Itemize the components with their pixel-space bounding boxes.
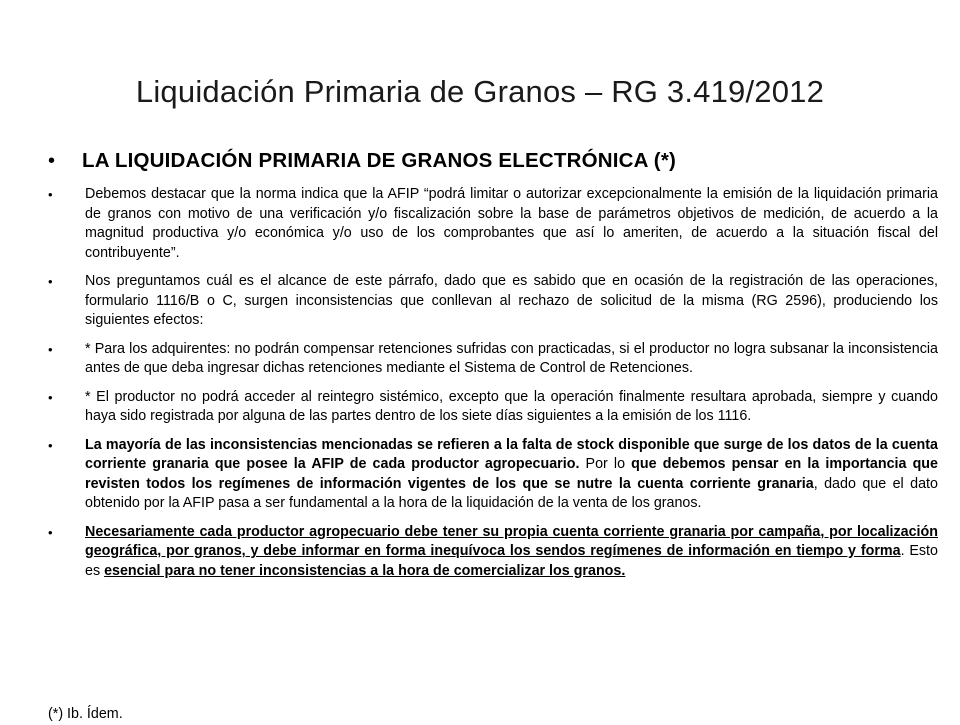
bullet-icon: • bbox=[48, 187, 53, 202]
paragraph-text bbox=[85, 436, 938, 514]
bullet-list bbox=[48, 185, 938, 590]
list-item bbox=[48, 523, 938, 582]
list-item bbox=[48, 272, 938, 331]
normal-text: . Esto es bbox=[85, 543, 938, 579]
list-item bbox=[48, 388, 938, 427]
paragraph-text: * Para los adquirentes: no podrán compensar retenciones sufridas con practicadas, si el productor no logra subsanar la inconsistencia antes de que deba ingresar dichas retenciones mediante el Sistema de Control de Retenciones. bbox=[85, 340, 938, 376]
bullet-icon: • bbox=[48, 150, 56, 172]
list-item bbox=[48, 436, 938, 514]
list-item bbox=[48, 185, 938, 263]
section-heading: LA LIQUIDACIÓN PRIMARIA DE GRANOS ELECTRÓNICA (*) bbox=[82, 149, 677, 172]
bullet-icon: • bbox=[48, 524, 53, 540]
bold-text: que debemos pensar en la importancia que revisten todos los regímenes de información vigentes de los que se nutre la cuenta corriente granaria bbox=[85, 456, 938, 492]
bullet-icon: • bbox=[48, 389, 53, 405]
bullet-icon: • bbox=[48, 341, 53, 357]
paragraph-text: * El productor no podrá acceder al reintegro sistémico, excepto que la operación finalmente resultara aprobada, siempre y cuando haya sido registrada por alguna de las partes dentro de los siete días siguientes a la emisión de los 1116. bbox=[85, 388, 938, 424]
bold-text: La mayoría de las inconsistencias mencionadas se refieren a la falta de stock disponible que surge de los datos de la cuenta corriente granaria que posee la AFIP de cada productor agropecuario. bbox=[85, 436, 938, 472]
paragraph-text: Nos preguntamos cuál es el alcance de este párrafo, dado que es sabido que en ocasión de la registración de las operaciones, formulario 1116/B o C, surgen inconsistencias que conllevan al rechazo de solicitud de la misma (RG 2596), produciendo los siguientes efectos: bbox=[85, 273, 938, 328]
footnote: (*) Ib. Ídem. bbox=[48, 706, 123, 722]
slide-title: Liquidación Primaria de Granos – RG 3.419/2012 bbox=[135, 74, 825, 109]
normal-text: Por lo bbox=[579, 456, 632, 472]
heading-item bbox=[48, 147, 928, 175]
paragraph-text: Debemos destacar que la norma indica que la AFIP “podrá limitar o autorizar excepcionalmente la emisión de la liquidación primaria de granos con motivo de una verificación y/o fiscalización sobre la base de parámetros objetivos de medición, de acuerdo a la magnitud productiva y/o económica y/o uso de los comprobantes que así lo ameriten, de acuerdo a la situación fiscal del contribuyente”. bbox=[85, 186, 938, 261]
bullet-icon: • bbox=[48, 274, 53, 289]
list-item bbox=[48, 340, 938, 379]
bold-underlined-text: Necesariamente cada productor agropecuario debe tener su propia cuenta corriente granaria por campaña, por localización geográfica, por granos, y debe informar en forma inequívoca los sendos regímenes de información en tiempo y forma bbox=[85, 523, 938, 559]
bullet-icon: • bbox=[48, 437, 53, 453]
normal-text: , dado que el dato obtenido por la AFIP pasa a ser fundamental a la hora de la liquidación de la venta de los granos. bbox=[85, 475, 938, 511]
bold-underlined-text: esencial para no tener inconsistencias a la hora de comercializar los granos. bbox=[104, 562, 626, 579]
paragraph-text bbox=[85, 523, 938, 582]
